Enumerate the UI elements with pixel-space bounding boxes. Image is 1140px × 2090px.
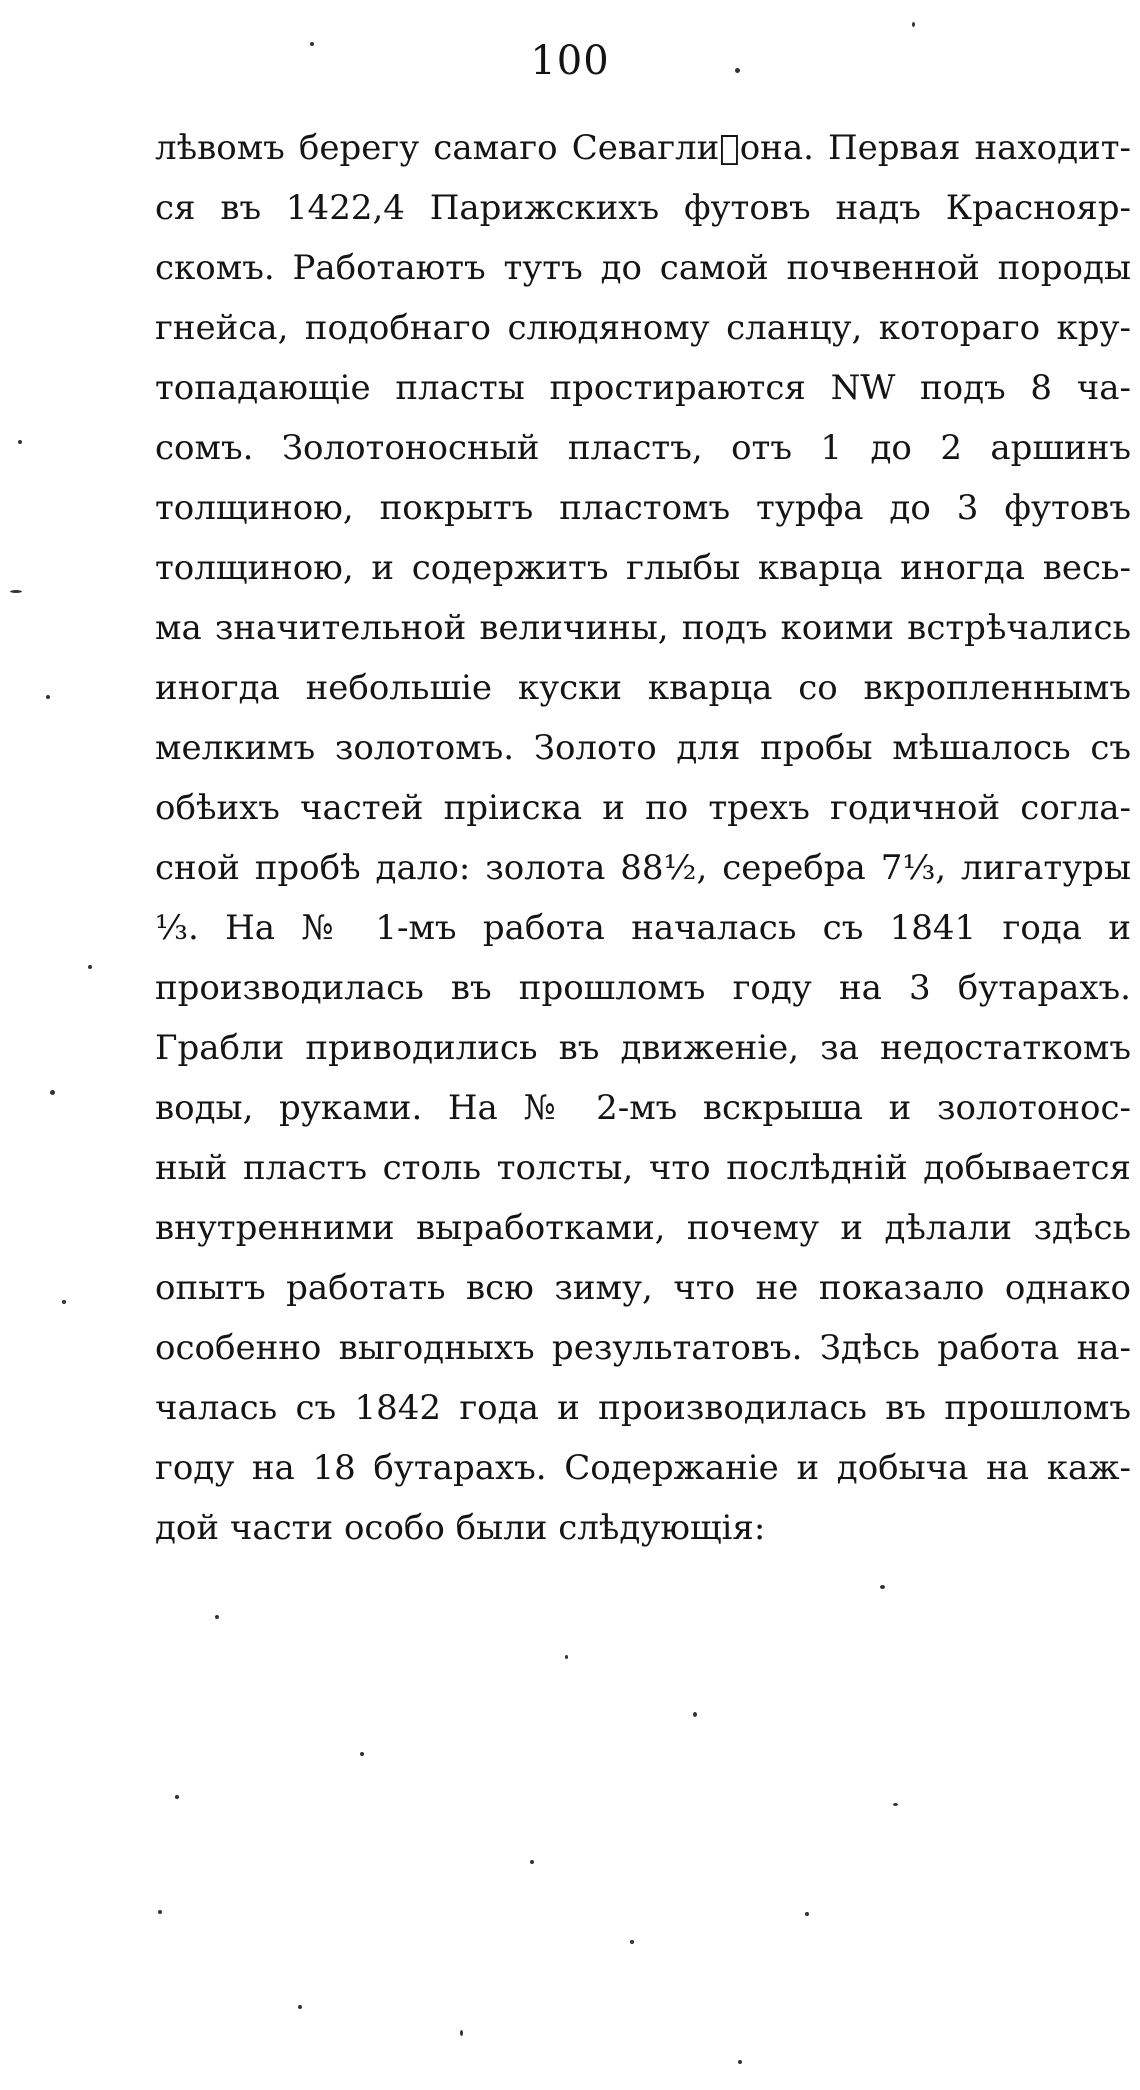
text-line: внутренними выработками, почему и дѣлали здѣсь	[155, 1208, 1131, 1248]
text-line: мелкимъ золотомъ. Золото для пробы мѣшалось съ	[155, 728, 1131, 768]
scan-speck	[880, 1585, 885, 1589]
text-line: году на 18 бутарахъ. Содержаніе и добыча на каж-	[155, 1448, 1131, 1488]
scan-speck	[735, 68, 740, 73]
text-line: обѣихъ частей пріиска и по трехъ годичной согла-	[155, 788, 1131, 828]
scan-speck	[215, 1615, 219, 1619]
scan-speck	[738, 2060, 742, 2064]
text-line: ся въ 1422,4 Парижскихъ футовъ надъ Краснояр-	[155, 188, 1131, 228]
scan-speck	[298, 2005, 302, 2009]
text-line: воды, руками. На № 2-мъ вскрыша и золотонос-	[155, 1088, 1131, 1128]
scan-speck	[46, 695, 50, 699]
text-line: ма значительной величины, подъ коими встрѣчались	[155, 608, 1131, 648]
scan-speck	[310, 42, 314, 46]
scan-speck	[912, 22, 915, 27]
text-line: ный пластъ столь толсты, что послѣдній добывается	[155, 1148, 1131, 1188]
text-line: иногда небольшіе куски кварца со вкропленнымъ	[155, 668, 1131, 708]
text-line: ⅓. На № 1-мъ работа началась съ 1841 года и	[155, 908, 1131, 948]
scan-speck	[693, 1712, 697, 1717]
text-line: толщиною, и содержитъ глыбы кварца иногда весь-	[155, 548, 1131, 588]
text-line: сной пробѣ дало: золота 88½, серебра 7⅓, лигатуры	[155, 848, 1131, 888]
text-line: производилась въ прошломъ году на 3 бутарахъ.	[155, 968, 1131, 1008]
text-line: топадающіе пласты простираются NW подъ 8 ча-	[155, 368, 1131, 408]
text-line: дой части особо были слѣдующія:	[155, 1508, 766, 1548]
scan-speck	[630, 1940, 634, 1944]
scan-speck	[10, 590, 22, 593]
text-line: скомъ. Работаютъ тутъ до самой почвенной породы	[155, 248, 1131, 288]
scan-speck	[62, 1300, 66, 1304]
text-line: сомъ. Золотоносный пластъ, отъ 1 до 2 аршинъ	[155, 428, 1131, 468]
scan-speck	[158, 1910, 162, 1914]
scan-speck	[175, 1795, 179, 1799]
text-line: гнейса, подобнаго слюдяному сланцу, котораго кру-	[155, 308, 1131, 348]
scan-speck	[460, 2030, 463, 2036]
scan-speck	[565, 1655, 568, 1659]
text-line: Грабли приводились въ движеніе, за недостаткомъ	[155, 1028, 1131, 1068]
scan-speck	[18, 440, 22, 444]
scan-speck	[530, 1860, 534, 1864]
text-line: толщиною, покрытъ пластомъ турфа до 3 футовъ	[155, 488, 1131, 528]
text-line: чалась съ 1842 года и производилась въ прошломъ	[155, 1388, 1131, 1428]
scan-speck	[50, 1090, 55, 1095]
scan-speck	[360, 1752, 364, 1756]
text-line: особенно выгодныхъ результатовъ. Здѣсь работа на-	[155, 1328, 1131, 1368]
scan-speck	[805, 1912, 809, 1916]
body-text	[155, 118, 1131, 1558]
scan-speck	[893, 1803, 898, 1806]
text-line: лѣвомъ берегу самаго Севагли􏰀она. Первая находит-	[155, 128, 1131, 168]
page-number: 100	[530, 38, 610, 84]
scan-speck	[88, 965, 92, 969]
text-line: опытъ работать всю зиму, что не показало однако	[155, 1268, 1131, 1308]
